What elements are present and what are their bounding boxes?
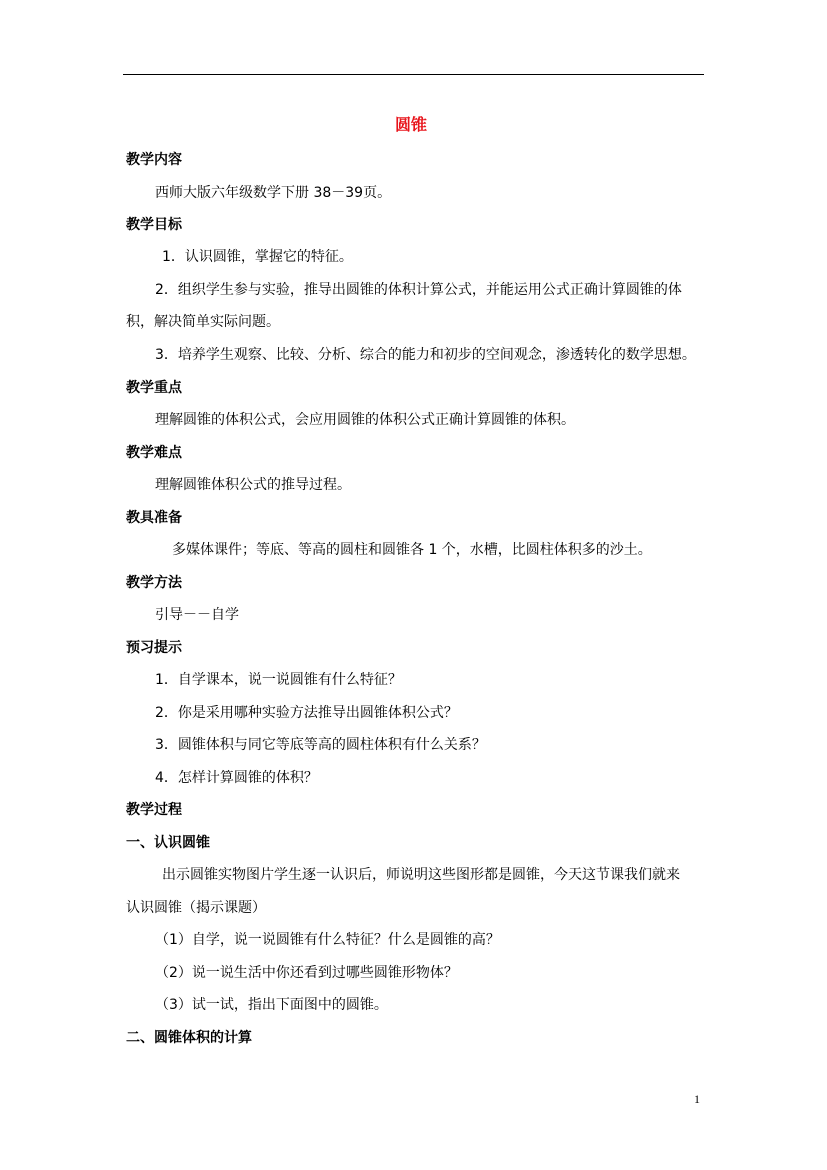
key-points-text: 理解圆锥的体积公式，会应用圆锥的体积公式正确计算圆锥的体积。	[155, 412, 575, 428]
heading-preview: 预习提示	[126, 640, 182, 656]
method-text: 引导－－自学	[155, 607, 239, 623]
preview-item-1: 1．自学课本，说一说圆锥有什么特征？	[155, 672, 402, 688]
heading-tools: 教具准备	[126, 510, 182, 526]
heading-part-2: 二、圆锥体积的计算	[126, 1030, 252, 1046]
difficulties-text: 理解圆锥体积公式的推导过程。	[155, 477, 351, 493]
heading-content: 教学内容	[126, 152, 182, 168]
preview-item-3: 3．圆锥体积与同它等底等高的圆柱体积有什么关系？	[155, 737, 486, 753]
question-1: （1）自学，说一说圆锥有什么特征？什么是圆锥的高？	[155, 932, 500, 948]
heading-difficulties: 教学难点	[126, 445, 182, 461]
tools-text: 多媒体课件；等底、等高的圆柱和圆锥各 1 个，水槽，比圆柱体积多的沙土。	[172, 542, 652, 558]
heading-process: 教学过程	[126, 802, 182, 818]
goal-1: 1．认识圆锥，掌握它的特征。	[162, 249, 353, 265]
question-3: （3）试一试，指出下面图中的圆锥。	[155, 997, 388, 1013]
heading-method: 教学方法	[126, 575, 182, 591]
heading-goals: 教学目标	[126, 217, 182, 233]
question-2: （2）说一说生活中你还看到过哪些圆锥形物体？	[155, 965, 458, 981]
goal-3: 3．培养学生观察、比较、分析、综合的能力和初步的空间观念，渗透转化的数学思想。	[155, 347, 696, 363]
preview-item-2: 2．你是采用哪种实验方法推导出圆锥体积公式？	[155, 705, 458, 721]
part-1-line-2: 认识圆锥（揭示课题）	[126, 900, 266, 916]
part-1-line-1: 出示圆锥实物图片学生逐一认识后，师说明这些图形都是圆锥，今天这节课我们就来	[162, 867, 680, 883]
goal-2-line-2: 积，解决简单实际问题。	[126, 314, 280, 330]
content-text: 西师大版六年级数学下册 38－39页。	[155, 185, 392, 201]
page-number: 1	[694, 1092, 700, 1106]
preview-item-4: 4．怎样计算圆锥的体积？	[155, 770, 318, 786]
heading-part-1: 一、认识圆锥	[126, 835, 210, 851]
document-title: 圆锥	[395, 115, 428, 134]
heading-key-points: 教学重点	[126, 380, 182, 396]
goal-2-line-1: 2．组织学生参与实验，推导出圆锥的体积计算公式，并能运用公式正确计算圆锥的体	[155, 282, 682, 298]
header-rule	[123, 74, 704, 75]
